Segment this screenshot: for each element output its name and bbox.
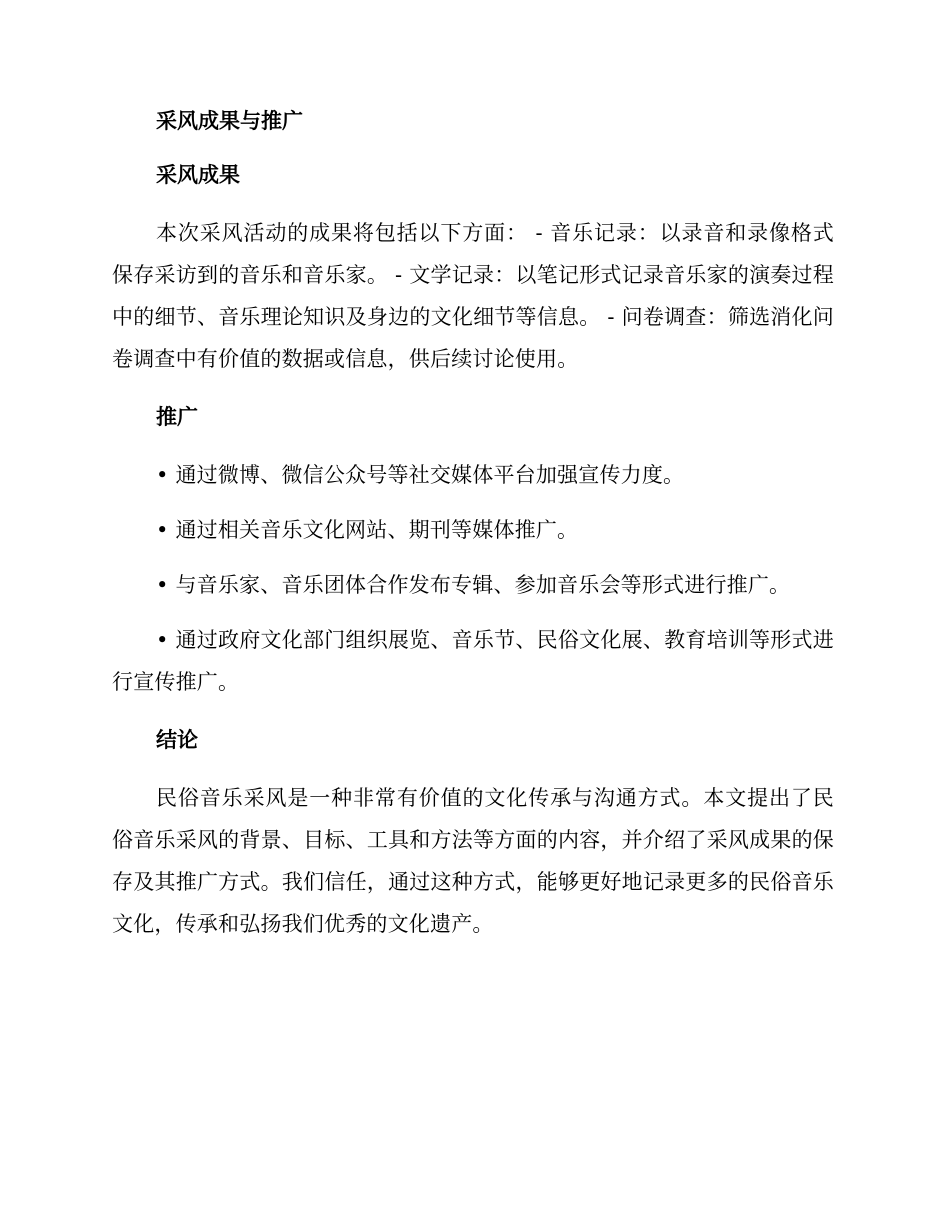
section-heading-conclusion: 结论 xyxy=(156,728,198,752)
section-heading-results: 采风成果 xyxy=(156,163,240,187)
section-heading-promotion: 推广 xyxy=(156,405,198,429)
document-title: 采风成果与推广 xyxy=(156,109,303,133)
document-page xyxy=(112,106,834,945)
promotion-bullet-3: • 与音乐家、音乐团体合作发布专辑、参加音乐会等形式进行推广。 xyxy=(156,573,791,597)
promotion-bullet-1: • 通过微博、微信公众号等社交媒体平台加强宣传力度。 xyxy=(156,463,685,487)
promotion-bullet-2: • 通过相关音乐文化网站、期刊等媒体推广。 xyxy=(156,518,579,542)
results-paragraph: 本次采风活动的成果将包括以下方面： - 音乐记录：以录音和录像格式保存采访到的音乐和音乐家。 - 文学记录：以笔记形式记录音乐家的演奏过程中的细节、音乐理论知识及身边的文化细节等信息。 - 问卷调查：筛选消化问卷调查中有价值的数据或信息，供后续讨论使用。 xyxy=(112,221,834,371)
promotion-bullet-4: • 通过政府文化部门组织展览、音乐节、民俗文化展、教育培训等形式进行宣传推广。 xyxy=(112,628,834,694)
conclusion-paragraph: 民俗音乐采风是一种非常有价值的文化传承与沟通方式。本文提出了民俗音乐采风的背景、目标、工具和方法等方面的内容，并介绍了采风成果的保存及其推广方式。我们信任，通过这种方式，能够更好地记录更多的民俗音乐文化，传承和弘扬我们优秀的文化遗产。 xyxy=(112,786,834,936)
